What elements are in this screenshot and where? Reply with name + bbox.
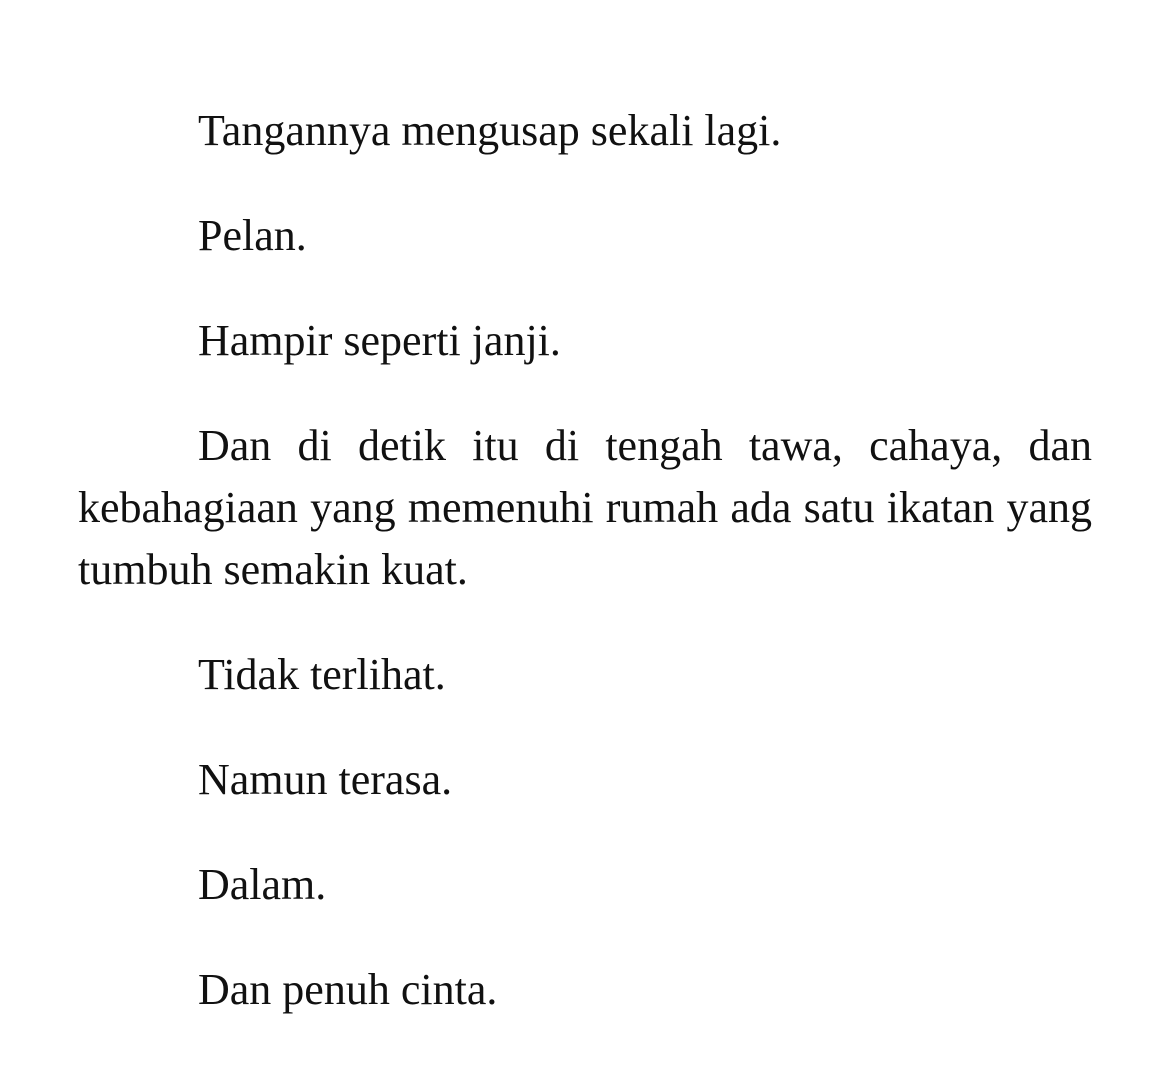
paragraph: Tidak terlihat. — [198, 650, 446, 699]
paragraph: Dan penuh cinta. — [198, 965, 498, 1014]
paragraph: Hampir seperti janji. — [198, 316, 561, 365]
paragraph: Dalam. — [198, 860, 327, 909]
paragraph: Pelan. — [198, 211, 307, 260]
paragraph: Namun terasa. — [198, 755, 453, 804]
paragraph: Dan di detik itu di tengah tawa, cahaya, dan kebahagiaan yang memenuhi rumah ada satu ikatan yang tumbuh semakin kuat. — [78, 421, 1092, 594]
paragraph: Tangannya mengusap sekali lagi. — [198, 106, 782, 155]
document-body — [78, 100, 1092, 1064]
